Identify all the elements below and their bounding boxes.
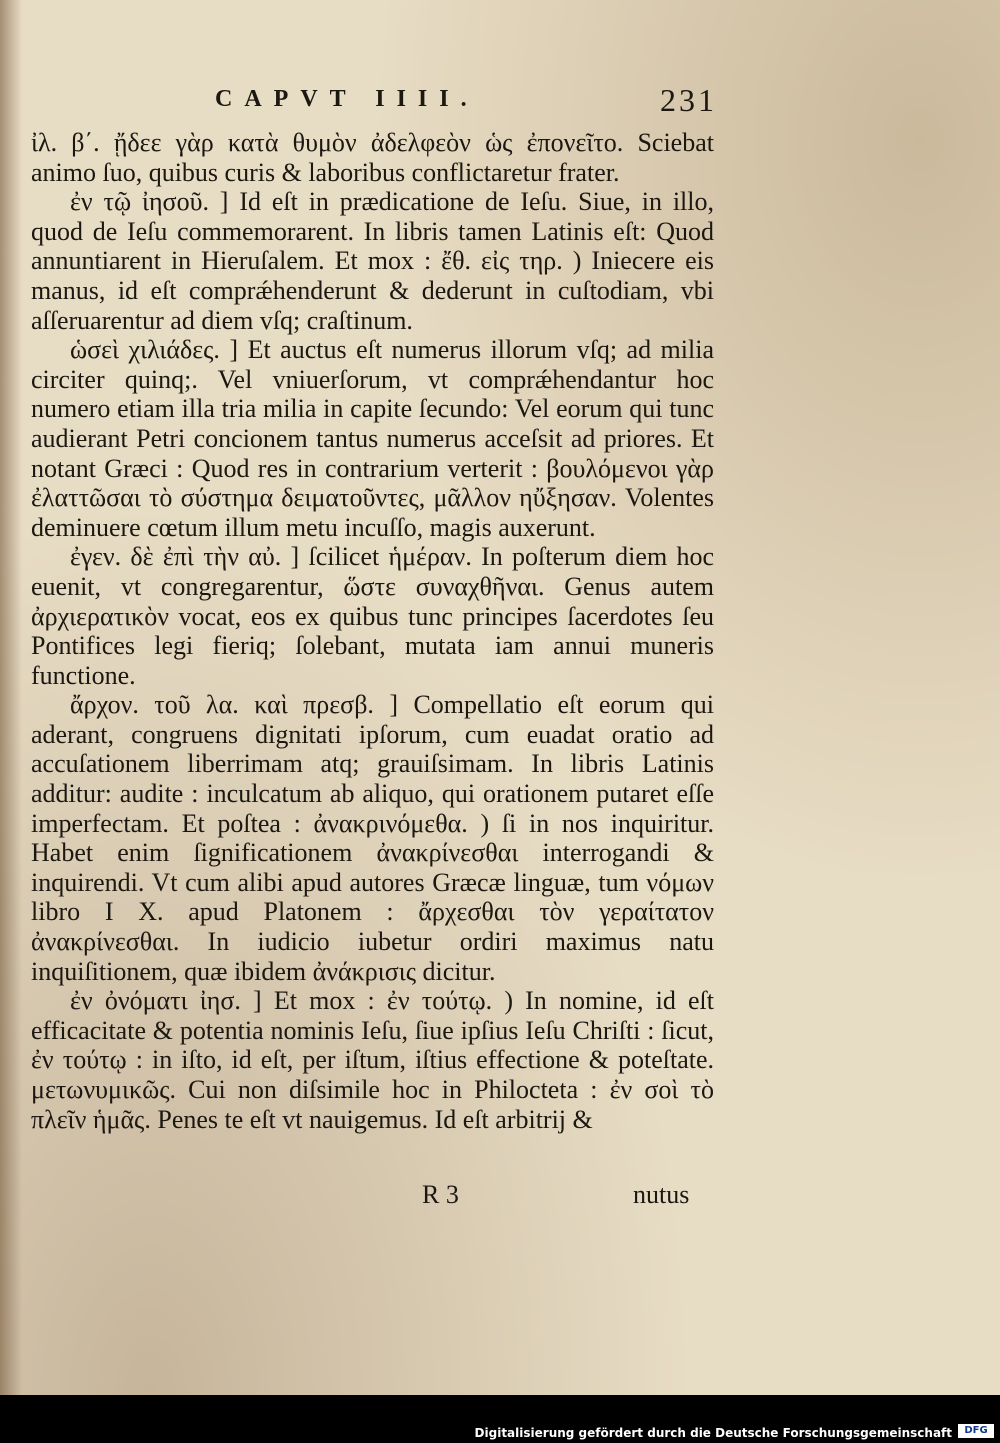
- paragraph: ἐν τῷ ἰησοῦ. ] Id eſt in prædicatione de Ieſu. Siue, in illo, quod de Ieſu commemorarent. In libris tamen Latinis eſt: Quod annuntiarent in Hieruſalem. Et mox : ἔθ. εἰς τηρ. ) Iniecere eis manus, id eſt comprǽhenderunt & dederunt in cuſtodiam, vbi aſſeruarentur ad diem vſq; craſtinum.: [31, 187, 714, 335]
- running-head: CAPVT IIII.: [215, 86, 479, 112]
- body-text: [31, 128, 714, 1134]
- dfg-logo: DFG: [958, 1424, 994, 1438]
- signature-mark: R 3: [422, 1180, 459, 1209]
- paragraph: ἰλ. β΄. ᾔδεε γὰρ κατὰ θυμὸν ἀδελφεὸν ὡς ἐπονεῖτο. Sciebat animo ſuo, quibus curis & laboribus conflictaretur frater.: [31, 128, 714, 187]
- page-number: 231: [660, 82, 717, 118]
- paragraph: ὡσεὶ χιλιάδες. ] Et auctus eſt numerus illorum vſq; ad milia circiter quinq;. Vel vniuerſorum, vt comprǽhendantur hoc numero etiam illa tria milia in capite ſecundo: Vel eorum qui tunc audierant Petri concionem tantus numerus acceſsit ad priores. Et notant Græci : Quod res in contrarium verterit : βουλόμενοι γὰρ ἐλαττῶσαι τὸ σύστημα δειματοῦντες, μᾶλλον ηὔξησαν. Volentes deminuere cœtum illum metu incuſſo, magis auxerunt.: [31, 335, 714, 542]
- page-footer: [0, 1180, 1000, 1216]
- paragraph: ἐγεν. δὲ ἐπὶ τὴν αὐ. ] ſcilicet ἡμέραν. In poſterum diem hoc euenit, vt congregarentur, ὥστε συναχθῆναι. Genus autem ἀρχιερατικὸν vocat, eos ex quibus tunc principes ſacerdotes ſeu Pontifices legi fieriq; ſolebant, mutata iam annui muneris functione.: [31, 542, 714, 690]
- funding-credit: Digitalisierung gefördert durch die Deutsche Forschungsgemeinschaft: [474, 1426, 952, 1440]
- paragraph: ἐν ὀνόματι ἰησ. ] Et mox : ἐν τούτῳ. ) In nomine, id eſt efficacitate & potentia nominis Ieſu, ſiue ipſius Ieſu Chriſti : ſicut, ἐν τούτῳ : in iſto, id eſt, per iſtum, iſtius effectione & poteſtate. μετωνυμικῶς. Cui non diſsimile hoc in Philocteta : ἐν σοὶ τὸ πλεῖν ἡμᾶς. Penes te eſt vt nauigemus. Id eſt arbitrij &: [31, 986, 714, 1134]
- page-header: [0, 82, 1000, 126]
- digitization-bar: [0, 1395, 1000, 1443]
- paragraph: ἄρχον. τοῦ λα. καὶ πρεσβ. ] Compellatio eſt eorum qui aderant, congruens dignitati ipſorum, cum euadat oratio ad accuſationem liberrimam atq; grauiſsimam. In libris Latinis additur: audite : inculcatum ab aliquo, qui orationem putaret eſſe imperfectam. Et poſtea : ἀνακρινόμεθα. ) ſi in nos inquiritur. Habet enim ſignificationem ἀνακρίνεσθαι interrogandi & inquirendi. Vt cum alibi apud autores Græcæ linguæ, tum νόμων libro I X. apud Platonem : ἄρχεσθαι τὸν γεραίτατον ἀνακρίνεσθαι. In iudicio iubetur ordiri maximus natu inquiſitionem, quæ ibidem ἀνάκρισις dicitur.: [31, 690, 714, 986]
- catchword: nutus: [633, 1180, 690, 1209]
